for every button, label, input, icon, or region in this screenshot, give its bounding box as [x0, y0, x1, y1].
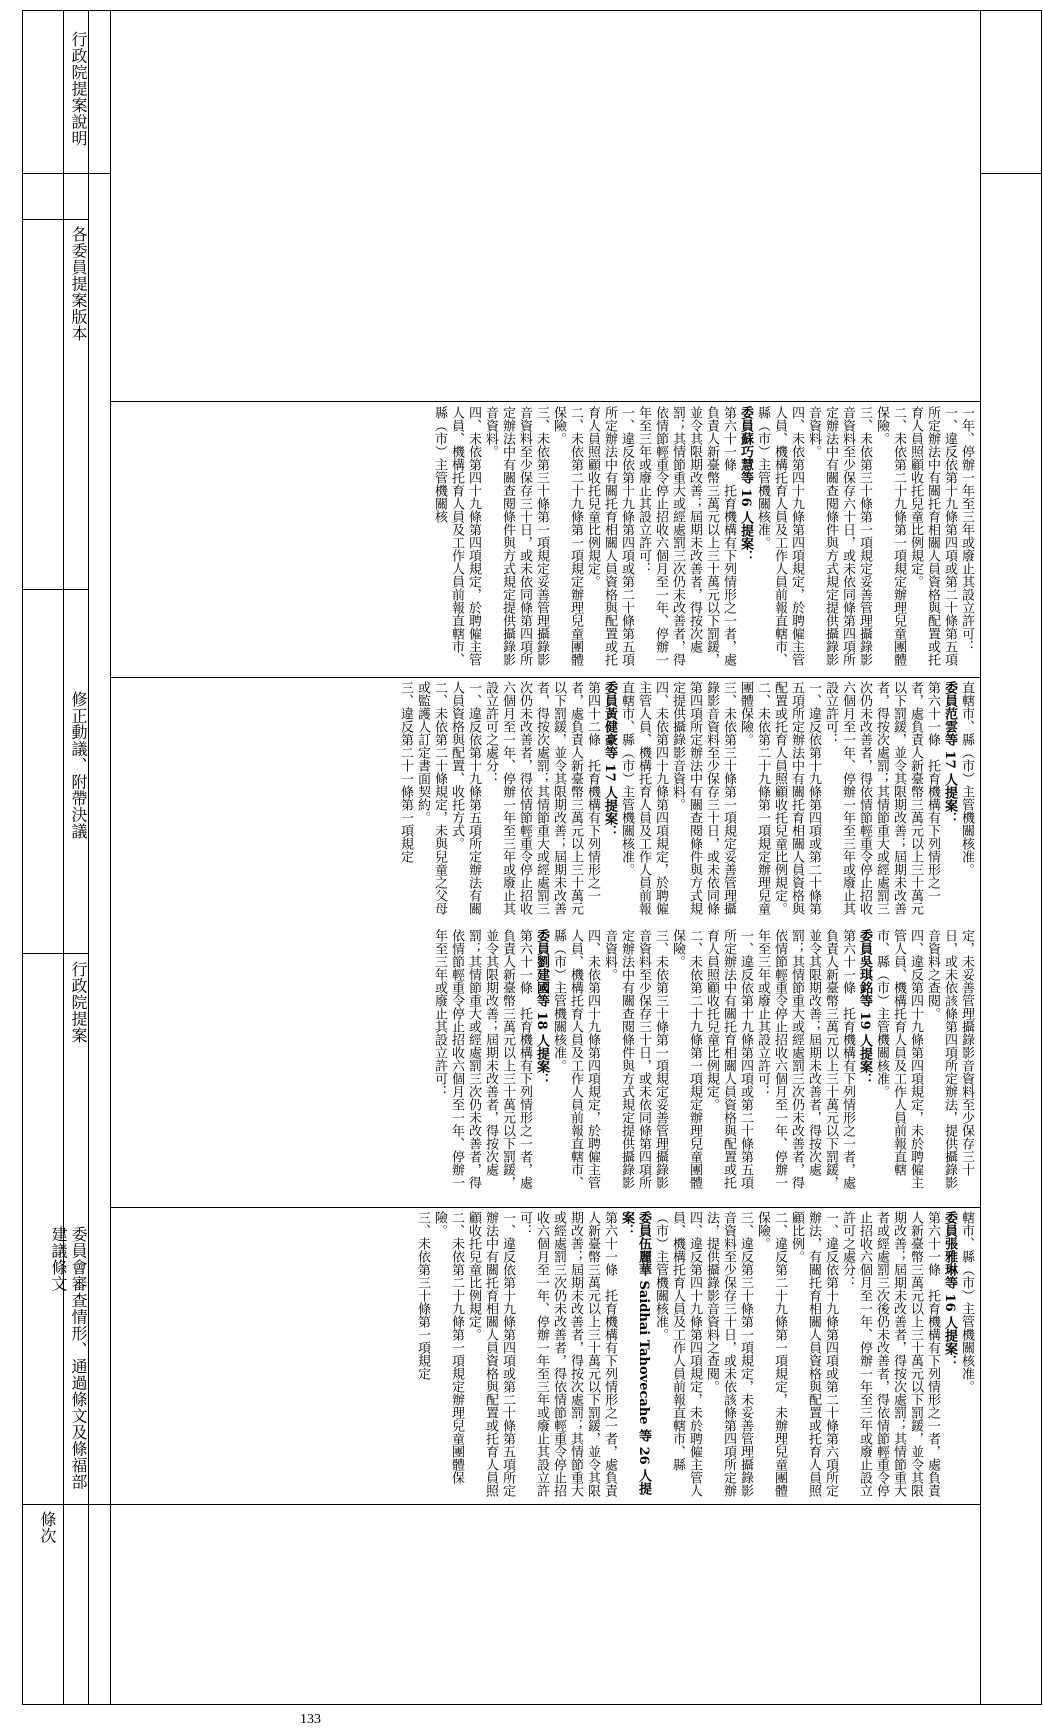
proposal-paragraph: 四、違反第四十九條第四項規定，未於聘僱主管人員、機構托育人員及工作人員前報直轄市、縣（市）主管機關核准。 — [653, 1211, 702, 1497]
proposal-paragraph: 三、未依第三十條第一項規定 — [415, 1211, 430, 1380]
divider-3 — [110, 11, 111, 1704]
member-column-4 — [115, 406, 975, 674]
proposal-paragraph: 三、違反第二十一條第一項規定 — [398, 681, 413, 863]
proposal-paragraph: 二、未依第二十條規定，未與兒童之父母或監護人訂定書面契約。 — [415, 681, 447, 915]
hline-a — [23, 219, 88, 220]
proposal-paragraph: 四、違反第四十九條第四項規定，未於聘僱主管人員、機構托育人員及工作人員前報直轄市、縣（市）主管機關核准。 — [874, 929, 923, 1189]
proposer-heading: 委員黃健豪等 17 人提案： — [602, 681, 617, 839]
hline-head-right — [980, 173, 1041, 174]
proposal-paragraph: 一、違反依第十九條第四項或第二十條第五項所定辦法中有關托育相關人員資格與配置或托育人員照顧收托兒童比例規定。 — [585, 406, 634, 666]
proposal-paragraph: 四、未依第四十九條第四項規定，於聘僱主管人員、機構托育人員及工作人員前報直轄市、縣（市）主管機關核准。 — [619, 681, 668, 915]
proposal-paragraph: 直轄市、縣（市）主管機關核准。 — [959, 681, 974, 876]
header-members: 各委員提案版本 — [69, 226, 88, 342]
header-tiao-ci: 條次 — [38, 1511, 57, 1544]
proposal-paragraph: 二、未依第二十九條第一項規定辦理兒童團體保險。 — [670, 929, 702, 1189]
proposal-paragraph: 三、違反第三十條第一項規定，未妥善管理攝錄影音資料至少保存三十日，或未依該條第四項所定辦法，提供攝錄影音資料之查閱。 — [704, 1211, 753, 1497]
member-column-2 — [115, 929, 975, 1201]
proposal-paragraph: 第六十一條 托育機構有下列情形之一者，處負責人新臺幣三萬元以上三十萬元以下罰鍰，並令其限期改善；屆期未改善者，得按次處罰；其情節重大或經處罰三次仍未改善者，得依情節輕重令停止招收六個月至一年、停辦一年至三年或廢止其設立許可： — [823, 681, 940, 915]
proposer-heading: 委員范雲等 17 人提案： — [942, 681, 957, 826]
proposal-paragraph: 第六十一條 托育機構有下列情形之一者，處負責人新臺幣三萬元以上三十萬元以下罰鍰，並令其限期改善；屆期未改善者，得按次處罰；其情節重大或經處罰三次仍未改善者，得依情節輕重令停止招收六個月至一年、停辦一年至三年或廢止其設立許可： — [636, 406, 736, 666]
hline-c — [23, 953, 88, 954]
proposal-paragraph: 轄市、縣（市）主管機關核准。 — [959, 1211, 974, 1393]
proposal-paragraph: 三、未依第三十條第一項規定妥善管理攝錄影音資料至少保存三十日，或未依同條第四項所定辦法中有關查閱條件與方式規定提供攝錄影音資料。 — [602, 929, 668, 1189]
proposer-heading: 委員張雅琳等 16 人提案： — [942, 1211, 957, 1369]
hline-members-2 — [110, 677, 980, 678]
header-exec-explain: 行政院提案說明 — [69, 31, 88, 147]
proposer-heading: 委員吳琪銘等 19 人提案： — [857, 929, 872, 1087]
proposal-paragraph: 第六十一條 托育機構有下列情形之一者，處負責人新臺幣三萬元以上三十萬元以下罰鍰，並令其限期改善；屆期未改善者，得按次處罰；其情節重大或經處罰三次仍未改善者，得依情節輕重令停止招收六個月至一年、停辦一年至三年或廢止其設立許可： — [755, 929, 855, 1189]
proposer-heading: 委員劉建國等 18 人提案： — [534, 929, 549, 1087]
hline-b — [23, 589, 88, 590]
proposal-paragraph: 第六十一條 托育機構有下列情形之一者，處負責人新臺幣三萬元以上三十萬元以下罰鍰，並令其限期改善；屆期未改善者，得按次處罰；其情節重大者或經處罰三次後仍未改善者，得依情節輕重令停止招收六個月至一年、停辦一年至三年或廢止設立許可之處分： — [840, 1211, 940, 1497]
proposal-paragraph: 第六十一條 托育機構有下列情形之一者，處負責人新臺幣三萬元以上三十萬元以下罰鍰，並令其限期改善；屆期未改善者，得按次處罰；其情節重大或經處罰三次仍未改善者，得依情節輕重令停止招收六個月至一年、停辦一年至三年或廢止其設立許可： — [517, 1211, 617, 1497]
proposal-paragraph: 二、未依第二十九條第一項規定辦理兒童團體保險。 — [551, 406, 583, 666]
member-column-3 — [115, 681, 975, 923]
proposal-paragraph: 一、違反依第十九條第四項或第二十條第五項所定辦法中有關托育相關人員資格與配置或托育人員照顧收托兒童比例規定。 — [704, 929, 753, 1189]
hline-members-3 — [110, 1207, 980, 1208]
proposal-paragraph: 一年、停辦一年至三年或廢止其設立許可： — [959, 406, 974, 653]
member-column-1 — [115, 1211, 975, 1499]
divider-2 — [88, 11, 89, 1704]
hline-members-4 — [110, 1504, 980, 1505]
proposal-paragraph: 四、未依第四十九條第四項規定，於聘僱主管人員、機構托育人員及工作人員前報直轄市、縣（市）主管機關核准。 — [755, 406, 804, 666]
proposal-paragraph: 一、違反依第十九條第四項或第二十條第六項所定辦法，有關托育相關人員資格與配置或托育人員照顧比例。 — [789, 1211, 838, 1497]
hline-head — [23, 173, 110, 174]
proposer-heading: 委員蘇巧慧等 16 人提案： — [738, 406, 753, 564]
proposal-paragraph: 第六十一條 托育機構有下列情形之一者，處負責人新臺幣三萬元以上三十萬元以下罰鍰，並令其限期改善；屆期未改善者，得按次處罰；其情節重大或經處罰三次仍未改善者，得依情節輕重令停止招收六個月至一年、停辦一年至三年或廢止其設立許可： — [432, 929, 532, 1189]
proposal-paragraph: 一、違反依第十九條第四項或第二十條第五項所定辦法中有關托育相關人員資格與配置或托育人員照顧收托兒童比例規定。 — [772, 681, 821, 915]
proposal-paragraph: 二、違反第二十九條第一項規定，未辦理兒童團體保險。 — [755, 1211, 787, 1497]
hline-e — [23, 1504, 110, 1505]
proposal-paragraph: 定，未妥善管理攝錄影音資料至少保存三十日，或未依該條第四項所定辦法，提供攝錄影音資料之查閱。 — [925, 929, 974, 1189]
header-amend: 修正動議、附帶決議 — [69, 691, 88, 840]
proposal-paragraph: 二、未依第二十九條第一項規定辦理兒童團體保險。 — [874, 406, 906, 666]
divider-4 — [980, 11, 981, 1704]
proposal-paragraph: 三、未依第三十條第一項規定妥善管理攝錄影音資料至少保存三十日，或未依同條第四項所定辦法中有關查閱條件與方式規定提供攝錄影音資料。 — [483, 406, 549, 666]
proposal-paragraph: 一、違反依第十九條第五項所定辦法有關人員資格與配置、收托方式。 — [449, 681, 481, 915]
proposal-paragraph: 一、違反依第十九條第四項或第二十條第五項所定辦法中有關托育相關人員資格與配置或托育人員照顧收托兒童比例規定。 — [466, 1211, 515, 1497]
page-number: 133 — [300, 1712, 321, 1727]
table-frame — [22, 10, 1042, 1705]
proposal-paragraph: 第四十二條 托育機構有下列情形之一者，處負責人新臺幣三萬元以上三十萬元以下罰鍰，並令其限期改善；屆期未改善者，得按次處罰；其情節重大或經處罰三次仍未改善者，得依情節輕重令停止招收六個月至一年、停辦一年至三年或廢止其設立許可之處分： — [483, 681, 600, 915]
hline-members-1 — [110, 401, 980, 402]
proposal-paragraph: 四、未依第四十九條第四項規定，於聘僱主管人員、機構托育人員及工作人員前報直轄市、縣（市）主管機關核准。 — [551, 929, 600, 1189]
proposal-paragraph: 一、違反依第十九條第四項或第二十條第五項所定辦法中有關托育相關人員資格與配置或托育人員照顧收托兒童比例規定。 — [908, 406, 957, 666]
proposal-paragraph: 四、未依第四十九條第四項規定，於聘僱主管人員、機構托育人員及工作人員前報直轄市、縣（市）主管機關核 — [432, 406, 481, 666]
proposer-heading: 委員伍麗華 Saidhai Tahovecahe 等 26 人提案： — [619, 1211, 651, 1496]
proposal-paragraph: 二、未依第二十九條第一項規定辦理兒童團體保險。 — [432, 1211, 464, 1484]
proposal-paragraph: 二、未依第二十九條第一項規定辦理兒童團體保險。 — [738, 681, 770, 915]
proposal-paragraph: 三、未依第三十條第一項規定妥善管理攝錄影音資料至少保存三十日，或未依同條第四項所定辦法中有關查閱條件與方式規定提供攝錄影音資料。 — [670, 681, 736, 915]
header-exec-proposal: 行政院提案 — [69, 961, 88, 1044]
proposal-paragraph: 三、未依第三十條第一項規定妥善管理攝錄影音資料至少保存六十日，或未依同條第四項所定辦法中有關查閱條件與方式規定提供攝錄影音資料。 — [806, 406, 872, 666]
header-committee: 委員會審查情形、通過條文及條福部建議條文 — [49, 1226, 88, 1490]
